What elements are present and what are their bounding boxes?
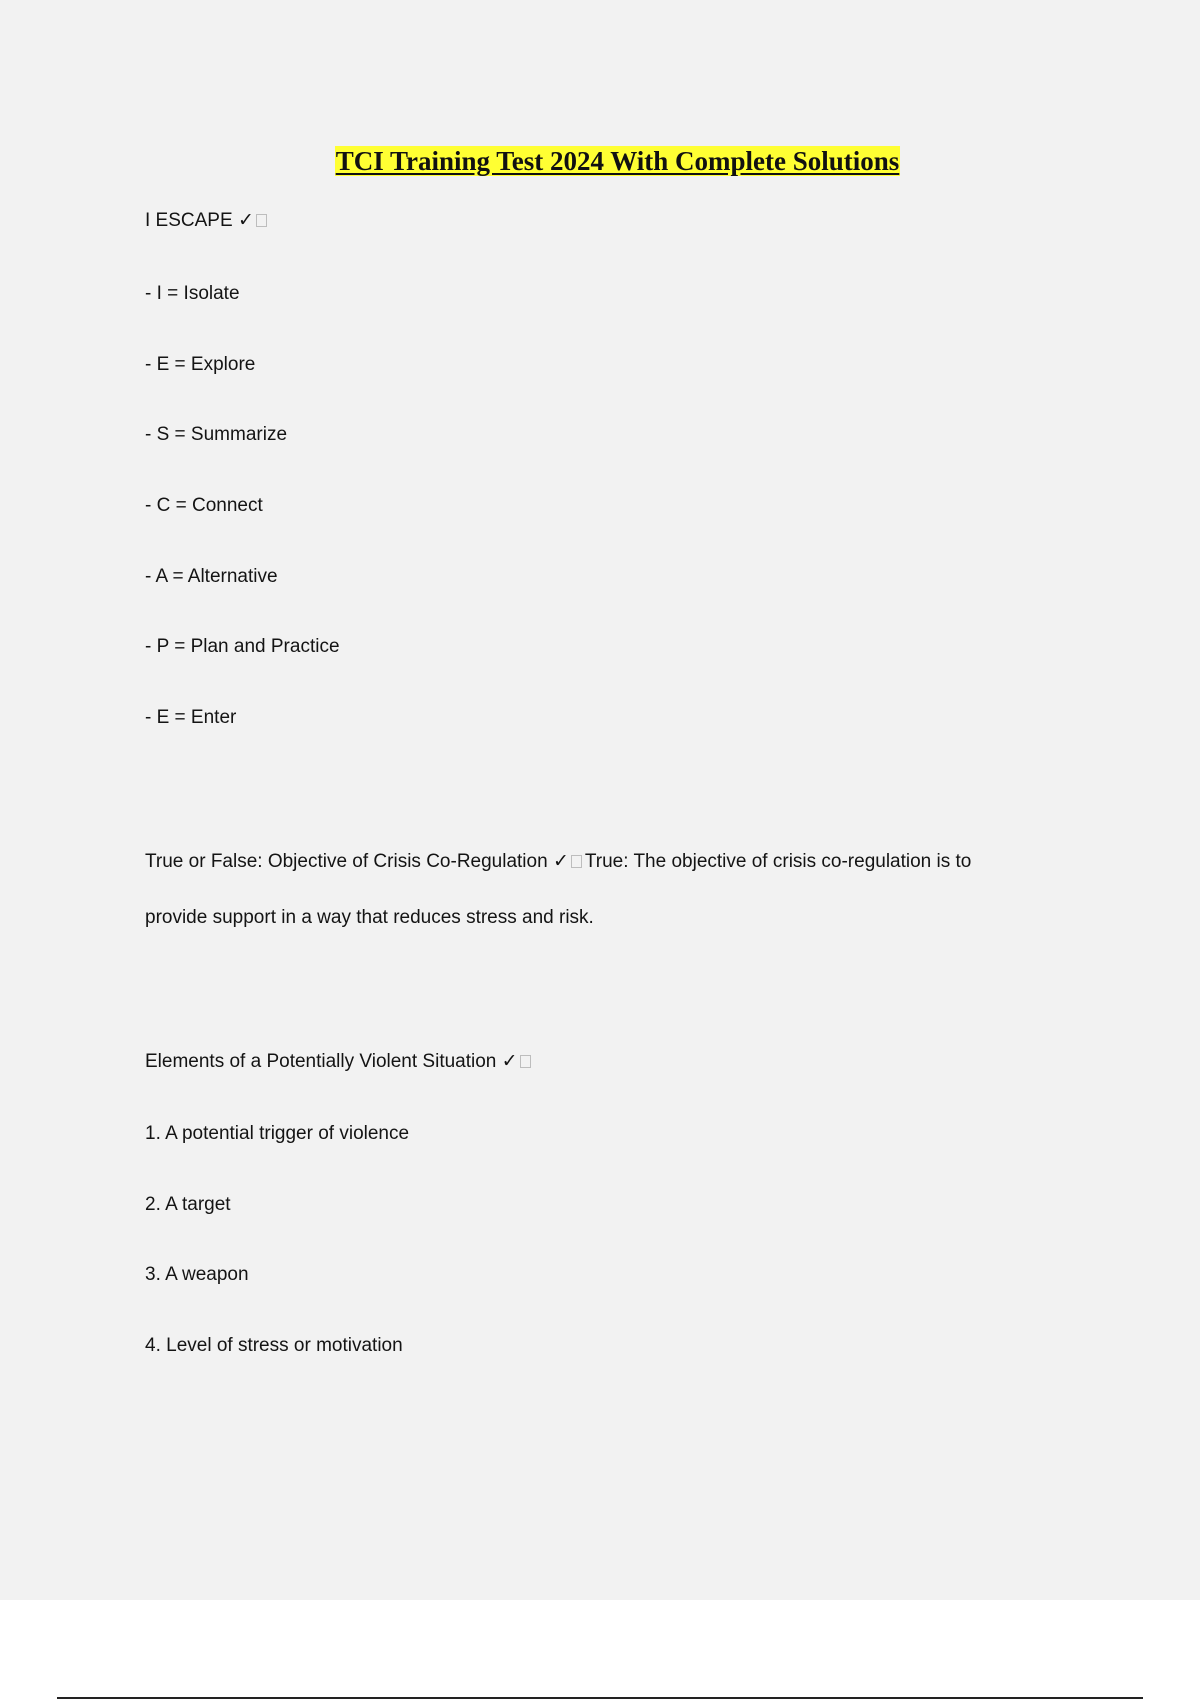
box-icon bbox=[520, 1055, 531, 1068]
box-icon bbox=[571, 855, 582, 868]
escape-item: - C = Connect bbox=[145, 495, 263, 516]
escape-item: - P = Plan and Practice bbox=[145, 636, 340, 657]
document-title bbox=[0, 144, 1200, 178]
box-icon bbox=[256, 214, 267, 227]
violent-item: 2. A target bbox=[145, 1194, 231, 1215]
title-text: TCI Training Test 2024 With Complete Solutions bbox=[335, 146, 900, 176]
escape-item: - S = Summarize bbox=[145, 424, 288, 445]
violent-item: 1. A potential trigger of violence bbox=[145, 1123, 410, 1144]
violent-heading-text: Elements of a Potentially Violent Situation bbox=[145, 1051, 497, 1072]
escape-item: - E = Explore bbox=[145, 354, 256, 375]
escape-heading-text: I ESCAPE bbox=[145, 210, 233, 231]
check-mark-icon: ✓ bbox=[552, 850, 569, 872]
question-text: True or False: Objective of Crisis Co-Regulation bbox=[145, 851, 548, 872]
violent-item: 3. A weapon bbox=[145, 1264, 249, 1285]
violent-item: 4. Level of stress or motivation bbox=[145, 1335, 403, 1356]
check-mark-icon: ✓ bbox=[501, 1050, 518, 1072]
check-mark-icon: ✓ bbox=[237, 209, 254, 231]
answer-text: True: The objective of crisis co-regulation is to bbox=[584, 851, 972, 872]
footer-divider bbox=[57, 1697, 1143, 1699]
escape-item: - I = Isolate bbox=[145, 283, 240, 304]
escape-heading bbox=[145, 208, 270, 233]
co-regulation-question bbox=[145, 849, 971, 874]
escape-item: - A = Alternative bbox=[145, 566, 278, 587]
co-regulation-answer-continuation: provide support in a way that reduces stress and risk. bbox=[145, 907, 594, 928]
violent-situation-heading bbox=[145, 1049, 534, 1074]
escape-item: - E = Enter bbox=[145, 707, 237, 728]
